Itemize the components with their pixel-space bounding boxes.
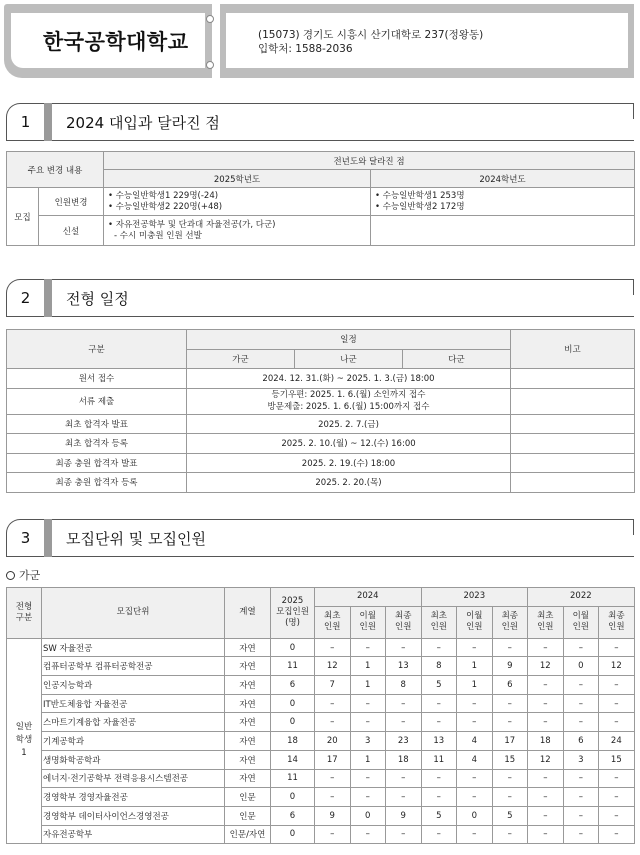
count-cell: – [457,788,493,807]
col-track: 계열 [225,588,271,639]
table-row [7,788,635,807]
count-cell: – [421,825,457,844]
col-year: 2022 [528,588,635,607]
col-type: 전형 구분 [7,588,42,639]
col-subheader: 최초 인원 [528,606,564,638]
count-cell: – [350,769,386,788]
quota: 0 [271,638,315,657]
col-2025: 2025학년도 [104,170,371,188]
table-row [7,750,635,769]
unit-name: IT반도체융합 자율전공 [42,694,225,713]
count-cell: – [457,769,493,788]
count-cell: – [528,694,564,713]
count-cell: 3 [563,750,599,769]
count-cell: – [528,676,564,695]
count-cell: – [386,694,422,713]
group-label: 모집 [7,188,39,246]
count-cell: – [350,694,386,713]
schedule-date: 2025. 2. 19.(수) 18:00 [187,453,511,473]
schedule-label: 최종 충원 합격자 발표 [7,453,187,473]
count-cell: 24 [599,732,635,751]
unit-name: 기계공학과 [42,732,225,751]
section-title: 전형 일정 [52,279,634,317]
track: 자연 [225,694,271,713]
count-cell: – [528,713,564,732]
count-cell: – [315,788,351,807]
count-cell: – [421,638,457,657]
count-cell: 0 [457,806,493,825]
track: 인문 [225,806,271,825]
count-cell: 1 [457,657,493,676]
quota: 11 [271,657,315,676]
count-cell: 9 [315,806,351,825]
schedule-label: 최초 합격자 등록 [7,434,187,454]
count-cell: – [492,825,528,844]
quota: 0 [271,825,315,844]
count-cell: 18 [386,750,422,769]
change-item: • 수능일반학생2 172명 [375,202,634,213]
count-cell: 15 [492,750,528,769]
changes-table [6,151,635,246]
col-subheader: 최종 인원 [386,606,422,638]
row-label: 신설 [39,216,104,246]
track: 자연 [225,732,271,751]
unit-name: 스마트기계융합 자율전공 [42,713,225,732]
count-cell: – [563,713,599,732]
count-cell: – [350,638,386,657]
count-cell: 9 [386,806,422,825]
count-cell: – [599,806,635,825]
col-2024: 2024학년도 [371,170,635,188]
count-cell: 13 [421,732,457,751]
address: (15073) 경기도 시흥시 산기대학로 237(정왕동) [258,29,484,41]
count-cell: 12 [599,657,635,676]
track: 자연 [225,750,271,769]
change-item: • 수능일반학생1 253명 [375,191,634,202]
table-row [7,676,635,695]
schedule-date: 2025. 2. 7.(금) [187,414,511,434]
count-cell: – [599,676,635,695]
col-subheader: 최초 인원 [315,606,351,638]
count-cell: 17 [492,732,528,751]
count-cell: – [457,638,493,657]
track: 자연 [225,638,271,657]
col-subheader: 최종 인원 [492,606,528,638]
count-cell: – [315,825,351,844]
track: 자연 [225,769,271,788]
count-cell: – [563,769,599,788]
admissions-table [6,587,635,844]
table-row [7,825,635,844]
count-cell: – [457,694,493,713]
change-item: • 자유전공학부 및 단과대 자율전공(가, 다군) [108,220,370,231]
quota: 14 [271,750,315,769]
table-row [7,769,635,788]
section-heading-3 [6,519,634,557]
count-cell: 5 [492,806,528,825]
col-subheader: 이월 인원 [457,606,493,638]
count-cell: – [315,638,351,657]
col-year: 2023 [421,588,528,607]
count-cell: – [563,676,599,695]
count-cell: – [599,788,635,807]
unit-name: 자유전공학부 [42,825,225,844]
schedule-date: 2024. 12. 31.(화) ~ 2025. 1. 3.(금) 18:00 [187,369,511,389]
table-row [7,657,635,676]
count-cell: 4 [457,732,493,751]
col-subheader: 이월 인원 [563,606,599,638]
section-heading-2 [6,279,634,317]
count-cell: – [421,694,457,713]
count-cell: – [563,806,599,825]
section-title: 2024 대입과 달라진 점 [52,103,634,141]
quota: 6 [271,806,315,825]
col-quota: 2025 모집인원 (명) [271,588,315,639]
count-cell: 8 [386,676,422,695]
change-item: • 수능일반학생1 229명(-24) [108,191,370,202]
schedule-label: 최초 합격자 발표 [7,414,187,434]
count-cell: 0 [563,657,599,676]
count-cell: – [528,788,564,807]
group-name: 가군 [19,569,41,582]
col-category: 구분 [7,330,187,369]
schedule-label: 최종 충원 합격자 등록 [7,473,187,493]
count-cell: – [528,638,564,657]
col-unit: 모집단위 [42,588,225,639]
count-cell: 8 [421,657,457,676]
count-cell: 0 [350,806,386,825]
count-cell: – [599,713,635,732]
section-heading-1 [6,103,634,141]
quota: 0 [271,788,315,807]
count-cell: 12 [528,750,564,769]
binder-ring-icon [206,15,214,23]
schedule-date: 2025. 2. 20.(목) [187,473,511,493]
count-cell: – [386,788,422,807]
count-cell: – [350,788,386,807]
table-row [7,732,635,751]
count-cell: – [386,638,422,657]
count-cell: 6 [563,732,599,751]
header-university-box [4,4,212,78]
count-cell: – [492,788,528,807]
count-cell: – [563,825,599,844]
university-name: 한국공학대학교 [43,29,189,54]
count-cell: – [457,713,493,732]
count-cell: 7 [315,676,351,695]
count-cell: – [386,713,422,732]
count-cell: 23 [386,732,422,751]
schedule-label: 서류 제출 [7,388,187,414]
count-cell: – [599,694,635,713]
col-main-change: 주요 변경 내용 [7,152,104,188]
quota: 0 [271,694,315,713]
section-title: 모집단위 및 모집인원 [52,519,634,557]
schedule-table [6,329,635,493]
unit-name: 경영학부 경영자율전공 [42,788,225,807]
track: 자연 [225,713,271,732]
quota: 0 [271,713,315,732]
track: 인문 [225,788,271,807]
col-year: 2024 [315,588,422,607]
section-number: 3 [6,519,44,557]
schedule-date: 2025. 2. 10.(월) ~ 12.(수) 16:00 [187,434,511,454]
count-cell: 5 [421,676,457,695]
count-cell: – [421,788,457,807]
count-cell: – [599,638,635,657]
count-cell: 1 [350,657,386,676]
count-cell: – [492,694,528,713]
change-sub-item: - 수시 미충원 인원 선발 [114,230,202,241]
count-cell: – [528,769,564,788]
count-cell: 12 [315,657,351,676]
count-cell: 3 [350,732,386,751]
track: 자연 [225,657,271,676]
count-cell: – [421,769,457,788]
count-cell: – [563,638,599,657]
count-cell: – [386,769,422,788]
change-item: • 수능일반학생2 220명(+48) [108,202,370,213]
count-cell: – [599,825,635,844]
quota: 11 [271,769,315,788]
count-cell: – [492,638,528,657]
count-cell: – [315,694,351,713]
count-cell: – [563,788,599,807]
count-cell: 11 [421,750,457,769]
count-cell: 17 [315,750,351,769]
unit-name: SW 자율전공 [42,638,225,657]
count-cell: – [421,713,457,732]
col-note: 비고 [511,330,635,369]
count-cell: 15 [599,750,635,769]
unit-name: 컴퓨터공학부 컴퓨터공학전공 [42,657,225,676]
count-cell: – [563,694,599,713]
count-cell: – [492,713,528,732]
circle-bullet-icon [6,571,15,580]
count-cell: – [528,825,564,844]
schedule-label: 원서 접수 [7,369,187,389]
group-subheading [6,567,40,583]
row-label: 인원변경 [39,188,104,216]
count-cell: 13 [386,657,422,676]
count-cell: 6 [492,676,528,695]
col-subheader: 최초 인원 [421,606,457,638]
count-cell: 12 [528,657,564,676]
table-row [7,713,635,732]
quota: 6 [271,676,315,695]
count-cell: 9 [492,657,528,676]
col-subheader: 이월 인원 [350,606,386,638]
count-cell: – [350,713,386,732]
count-cell: – [315,713,351,732]
col-subheader: 최종 인원 [599,606,635,638]
count-cell: 1 [457,676,493,695]
count-cell: 4 [457,750,493,769]
admission-type-label: 일반 학생 1 [7,638,42,844]
header-contact-box [220,4,634,78]
unit-name: 에너지·전기공학부 전력응용시스템전공 [42,769,225,788]
admissions-phone: 입학처: 1588-2036 [258,43,353,55]
count-cell: 1 [350,750,386,769]
col-group: 나군 [295,349,403,369]
count-cell: 20 [315,732,351,751]
count-cell: – [528,806,564,825]
col-group: 가군 [187,349,295,369]
quota: 18 [271,732,315,751]
count-cell: – [350,825,386,844]
section-number: 1 [6,103,44,141]
schedule-date: 등기우편: 2025. 1. 6.(월) 소인까지 접수 [271,390,426,400]
track: 자연 [225,676,271,695]
table-row [7,638,635,657]
col-diff: 전년도와 달라진 점 [104,152,635,170]
col-group: 다군 [403,349,511,369]
binder-ring-icon [206,61,214,69]
count-cell: 5 [421,806,457,825]
count-cell: 1 [350,676,386,695]
count-cell: 18 [528,732,564,751]
unit-name: 경영학부 데이터사이언스경영전공 [42,806,225,825]
schedule-date: 방문제출: 2025. 1. 6.(월) 15:00까지 접수 [267,402,430,412]
col-schedule: 일정 [187,330,511,350]
table-row [7,694,635,713]
table-row [7,806,635,825]
count-cell: – [599,769,635,788]
count-cell: – [315,769,351,788]
track: 인문/자연 [225,825,271,844]
count-cell: – [457,825,493,844]
count-cell: – [386,825,422,844]
section-number: 2 [6,279,44,317]
unit-name: 인공지능학과 [42,676,225,695]
unit-name: 생명화학공학과 [42,750,225,769]
count-cell: – [492,769,528,788]
